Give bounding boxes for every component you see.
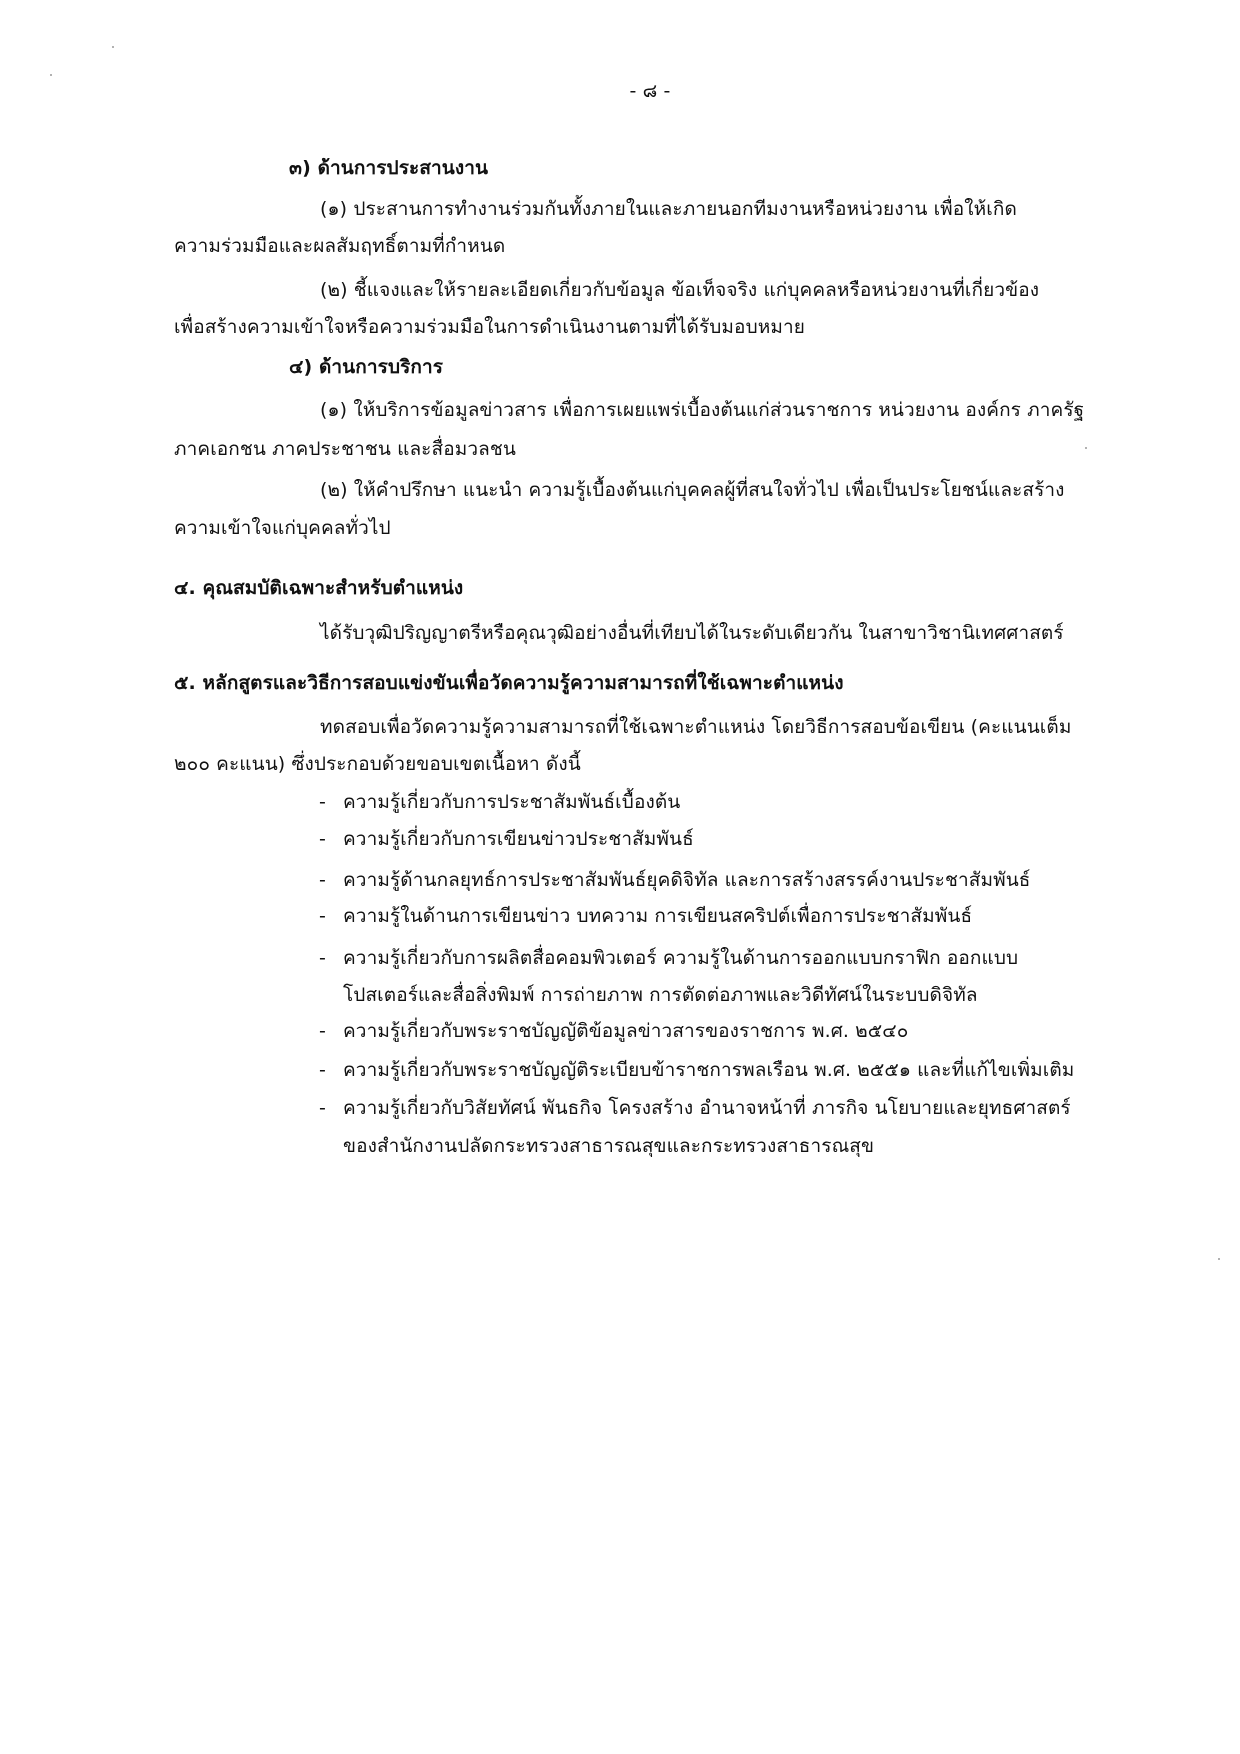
page-number: - ๘ - bbox=[629, 80, 671, 102]
list-item: ความรู้เกี่ยวกับการประชาสัมพันธ์เบื้องต้น bbox=[343, 791, 681, 813]
section4-item2-line2: ความเข้าใจแก่บุคคลทั่วไป bbox=[174, 517, 391, 539]
list-item: ความรู้ด้านกลยุทธ์การประชาสัมพันธ์ยุคดิจิทัล และการสร้างสรรค์งานประชาสัมพันธ์ bbox=[343, 869, 1031, 891]
exam-intro-line1: ทดสอบเพื่อวัดความรู้ความสามารถที่ใช้เฉพาะตำแหน่ง โดยวิธีการสอบข้อเขียน (คะแนนเต็ม bbox=[320, 716, 1072, 738]
list-item: ความรู้เกี่ยวกับวิสัยทัศน์ พันธกิจ โครงสร้าง อำนาจหน้าที่ ภารกิจ นโยบายและยุทธศาสตร์ bbox=[343, 1097, 1071, 1119]
bullet-marker: - bbox=[319, 828, 326, 850]
section3-item1-line1: (๑) ประสานการทำงานร่วมกันทั้งภายในและภายนอกทีมงานหรือหน่วยงาน เพื่อให้เกิด bbox=[320, 198, 1017, 220]
scan-speck bbox=[112, 46, 114, 48]
bullet-marker: - bbox=[319, 947, 326, 969]
section3-item1-line2: ความร่วมมือและผลสัมฤทธิ์ตามที่กำหนด bbox=[174, 235, 506, 257]
exam-heading: ๕. หลักสูตรและวิธีการสอบแข่งขันเพื่อวัดความรู้ความสามารถที่ใช้เฉพาะตำแหน่ง bbox=[174, 672, 844, 694]
section4-heading: ๔) ด้านการบริการ bbox=[289, 356, 444, 378]
list-item: ความรู้เกี่ยวกับการผลิตสื่อคอมพิวเตอร์ ความรู้ในด้านการออกแบบกราฟิก ออกแบบ bbox=[343, 947, 1019, 969]
section3-heading: ๓) ด้านการประสานงาน bbox=[289, 157, 489, 179]
scan-speck bbox=[1085, 447, 1087, 449]
list-item: ความรู้ในด้านการเขียนข่าว บทความ การเขียนสคริปต์เพื่อการประชาสัมพันธ์ bbox=[343, 905, 973, 927]
list-item: ความรู้เกี่ยวกับการเขียนข่าวประชาสัมพันธ์ bbox=[343, 828, 694, 850]
qualifications-text: ได้รับวุฒิปริญญาตรีหรือคุณวุฒิอย่างอื่นที่เทียบได้ในระดับเดียวกัน ในสาขาวิชานิเทศศาสตร์ bbox=[320, 622, 1064, 644]
bullet-marker: - bbox=[319, 1097, 326, 1119]
scan-speck bbox=[1218, 1258, 1220, 1260]
qualifications-heading: ๔. คุณสมบัติเฉพาะสำหรับตำแหน่ง bbox=[174, 577, 464, 599]
list-item-continuation: ของสำนักงานปลัดกระทรวงสาธารณสุขและกระทรวงสาธารณสุข bbox=[343, 1135, 875, 1157]
section3-item2-line1: (๒) ชี้แจงและให้รายละเอียดเกี่ยวกับข้อมูล ข้อเท็จจริง แก่บุคคลหรือหน่วยงานที่เกี่ยวข้อง bbox=[320, 279, 1040, 301]
section4-item1-line1: (๑) ให้บริการข้อมูลข่าวสาร เพื่อการเผยแพร่เบื้องต้นแก่ส่วนราชการ หน่วยงาน องค์กร ภาครัฐ bbox=[320, 399, 1085, 421]
bullet-marker: - bbox=[319, 905, 326, 927]
bullet-marker: - bbox=[319, 869, 326, 891]
list-item: ความรู้เกี่ยวกับพระราชบัญญัติระเบียบข้าราชการพลเรือน พ.ศ. ๒๕๕๑ และที่แก้ไขเพิ่มเติม bbox=[343, 1059, 1075, 1081]
section3-item2-line2: เพื่อสร้างความเข้าใจหรือความร่วมมือในการดำเนินงานตามที่ได้รับมอบหมาย bbox=[174, 316, 805, 338]
bullet-marker: - bbox=[319, 791, 326, 813]
section4-item1-line2: ภาคเอกชน ภาคประชาชน และสื่อมวลชน bbox=[174, 438, 516, 460]
bullet-marker: - bbox=[319, 1059, 326, 1081]
list-item-continuation: โปสเตอร์และสื่อสิ่งพิมพ์ การถ่ายภาพ การตัดต่อภาพและวิดีทัศน์ในระบบดิจิทัล bbox=[343, 984, 978, 1006]
section4-item2-line1: (๒) ให้คำปรึกษา แนะนำ ความรู้เบื้องต้นแก่บุคคลผู้ที่สนใจทั่วไป เพื่อเป็นประโยชน์และสร้าง bbox=[320, 479, 1065, 501]
scan-speck bbox=[50, 74, 52, 76]
bullet-marker: - bbox=[319, 1020, 326, 1042]
exam-intro-line2: ๒๐๐ คะแนน) ซึ่งประกอบด้วยขอบเขตเนื้อหา ดังนี้ bbox=[174, 753, 581, 775]
list-item: ความรู้เกี่ยวกับพระราชบัญญัติข้อมูลข่าวสารของราชการ พ.ศ. ๒๕๔๐ bbox=[343, 1020, 909, 1042]
